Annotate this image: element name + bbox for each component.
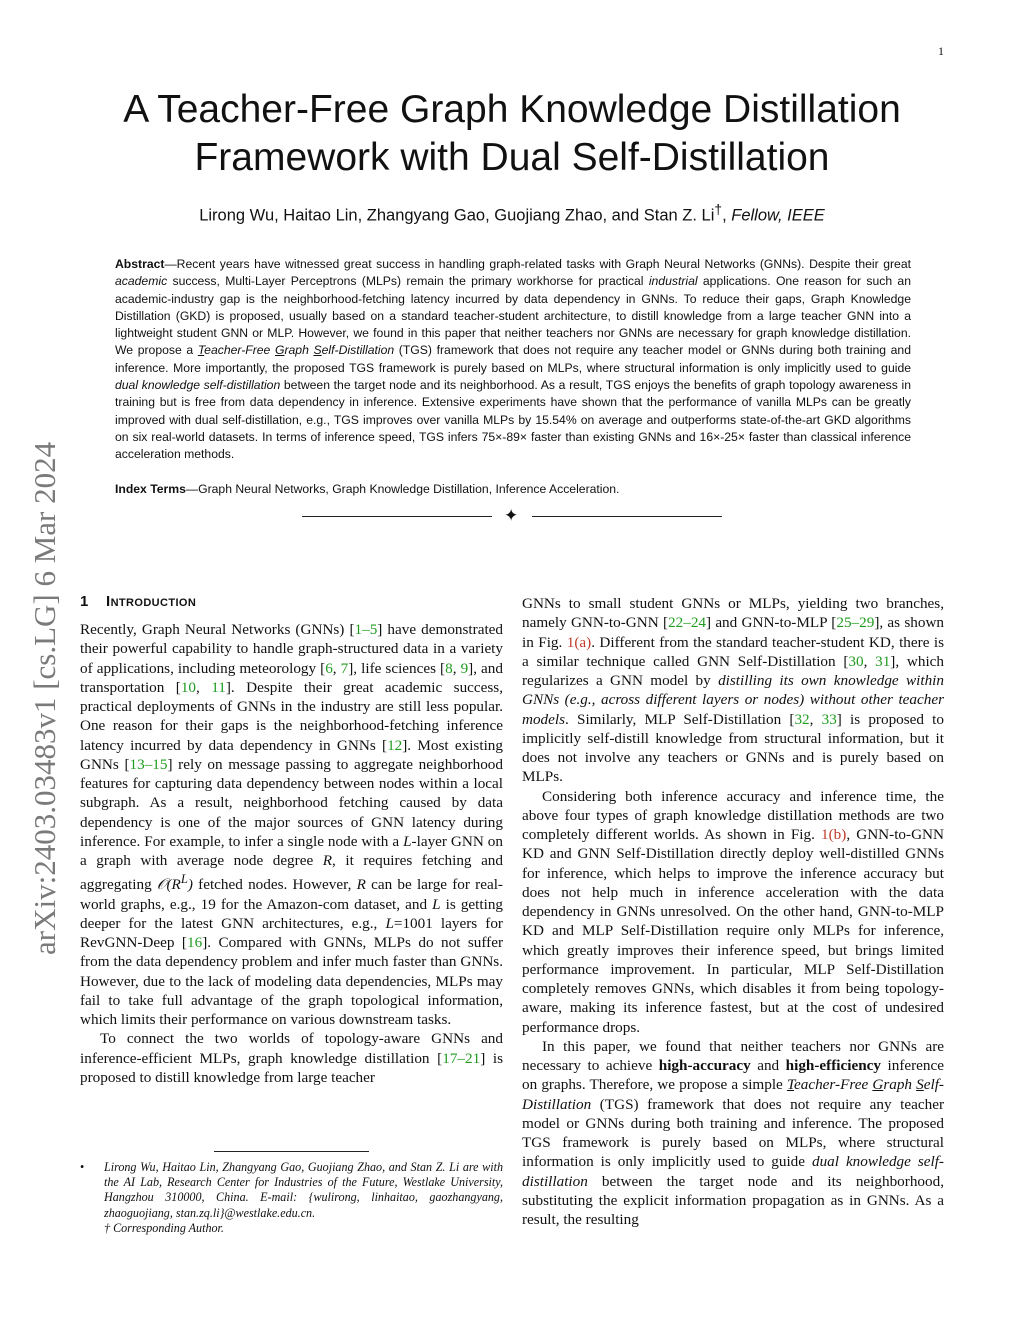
footnote-bullet: •: [80, 1160, 85, 1174]
index-terms-text: —Graph Neural Networks, Graph Knowledge Distillation, Inference Acceleration.: [185, 482, 620, 496]
text: ,: [863, 652, 876, 670]
citation-link[interactable]: 31: [875, 652, 891, 670]
abstract-label: Abstract: [115, 257, 165, 271]
text: GNNs to small student GNNs or MLPs, yielding two branches, namely GNN-to-GNN [: [522, 595, 944, 632]
citation-link[interactable]: 22–24: [668, 614, 706, 632]
math-variable: R: [322, 852, 333, 869]
emphasis-text: distilling its own knowledge within GNNs (e.g., across different layers or nodes) without other teacher models: [522, 672, 944, 728]
divider-rule-left: [302, 516, 492, 517]
abstract-text: (TGS) framework that does not require any teacher model or GNNs during both training and inference. More importantly, the proposed TGS framework is purely based on MLPs, where structural information is only implicitly used to guide: [115, 343, 911, 375]
tgs-word: raph: [883, 1076, 917, 1094]
citation-link[interactable]: 33: [821, 710, 837, 728]
abstract-text: —Recent years have witnessed great success in handling graph-related tasks with Graph Neural Networks (GNNs). Despite their great: [164, 257, 911, 271]
footnote-rule: [214, 1151, 369, 1152]
citation-link[interactable]: 32: [794, 710, 810, 728]
text: ,: [809, 710, 822, 728]
citation-link[interactable]: 7: [340, 659, 349, 677]
emphasis-text: dual knowledge self-distillation: [522, 1153, 944, 1190]
text: In this paper, we found that neither teachers nor GNNs are necessary to achieve: [522, 1037, 944, 1074]
text: To connect the two worlds of topology-aware GNNs and inference-efficient MLPs, graph knowledge distillation [: [80, 1030, 503, 1067]
text: ] is proposed to implicitly self-distill knowledge from structural information, but it does not involve any teachers or GNNs and is purely based on MLPs.: [522, 710, 944, 786]
author-names: Lirong Wu, Haitao Lin, Zhangyang Gao, Guojiang Zhao, and Stan Z. Li: [199, 206, 715, 225]
citation-link[interactable]: 25–29: [836, 614, 875, 632]
tgs-name: [198, 343, 394, 357]
text: , GNN-to-GNN KD and GNN Self-Distillation directly deploy well-distilled GNNs for inference, which helps to improve the inference accuracy but does not help much in inference acceleration with the data dependency in GNNs unresolved. On the other hand, GNN-to-MLP KD and MLP Self-Distillation require only MLPs for inference, which greatly improves their inference speed, but brings limited performance improvement. In particular, MLP Self-Distillation completely removes GNNs, which disables it from being topology-aware, making its inference fastest, but at the cost of undesired performance drops.: [522, 826, 944, 1036]
text: =1001 layers for RevGNN-Deep [: [80, 914, 503, 952]
tgs-word: elf-Distillation: [522, 1076, 944, 1113]
text: ,: [452, 659, 461, 677]
text: ] is proposed to distill knowledge from large teacher: [80, 1049, 504, 1086]
section-number: 1: [80, 593, 89, 610]
footnote-body: [104, 1160, 503, 1236]
text: ]. Compared with GNNs, MLPs do not suffer from the data dependency problem and infer much faster than GNNs. However, due to the lack of modeling data dependencies, MLPs may fail to take full advantage of the graph topological information, which limits their performance on various downstream tasks.: [80, 934, 504, 1029]
figure-reference-link[interactable]: 1(b): [821, 826, 847, 843]
math-part: ): [187, 876, 193, 894]
abstract-emphasis: academic: [115, 274, 168, 289]
bold-text: high-accuracy: [658, 1057, 751, 1074]
citation-link[interactable]: 16: [187, 934, 203, 952]
footnote-affiliation: Lirong Wu, Haitao Lin, Zhangyang Gao, Guojiang Zhao, and Stan Z. Li are with the AI Lab, Research Center for Industries of the Future, Westlake University, Hangzhou 310000, China. E-mail: {wulirong, linhaitao, gaozhangyang, zhaoguojiang, stan.zq.li}@westlake.edu.cn.: [104, 1160, 503, 1220]
footnote-corresponding: † Corresponding Author.: [104, 1220, 224, 1235]
corresponding-author-mark: †: [714, 202, 723, 217]
tgs-initial: G: [872, 1076, 884, 1094]
text: and: [750, 1057, 786, 1074]
abstract: [115, 256, 911, 464]
citation-link[interactable]: 10: [180, 678, 197, 696]
citation-link[interactable]: 9: [460, 659, 469, 677]
paragraph: [80, 620, 503, 1029]
text: ], life sciences [: [348, 659, 446, 677]
text: ], which regularizes a GNN model by: [522, 652, 944, 689]
math-variable: L: [432, 895, 441, 913]
author-separator: ,: [722, 206, 732, 225]
text: inference on graphs. Therefore, we propose a simple: [522, 1057, 944, 1094]
tgs-word: eacher-Free: [204, 343, 275, 358]
footnote: [80, 1160, 503, 1236]
paragraph: [80, 1029, 503, 1087]
citation-link[interactable]: 13–15: [129, 755, 168, 773]
abstract-emphasis: dual knowledge self-distillation: [115, 378, 281, 393]
section-heading: [80, 593, 196, 610]
diamond-ornament-icon: ✦: [504, 506, 519, 525]
index-terms: [115, 482, 911, 496]
arxiv-identifier-stamp[interactable]: arXiv:2403.03483v1 [cs.LG] 6 Mar 2024: [27, 441, 62, 955]
text: Recently, Graph Neural Networks (GNNs) [: [80, 621, 355, 638]
text: ,: [196, 678, 212, 696]
text: ] and GNN-to-MLP [: [706, 614, 837, 632]
citation-link[interactable]: 12: [387, 736, 403, 754]
text: (TGS) framework that does not require any teacher model or GNNs during both training and inference. The proposed TGS framework is purely based on MLPs, where structural information is only implicitly used to guide: [522, 1095, 944, 1171]
abstract-text: applications. One reason for such an academic-industry gap is the neighborhood-fetching latency incurred by data dependency in GNNs. To reduce their gaps, Graph Knowledge Distillation (GKD) is proposed, usually based on a standard teacher-student architecture, to distill knowledge from a large teacher GNN into a lightweight student GNN or MLP. However, we found in this paper that neither teachers nor GNNs are necessary for graph knowledge distillation. We propose a: [115, 274, 911, 358]
left-column: [80, 620, 503, 1087]
tgs-word: raph: [284, 343, 314, 358]
figure-reference-link[interactable]: 1(a): [566, 633, 592, 651]
math-superscript: L: [180, 872, 188, 887]
text: , it requires fetching and aggregating: [80, 852, 503, 894]
math-variable: L: [385, 914, 394, 932]
tgs-initial: S: [313, 343, 322, 358]
text: . Similarly, MLP Self-Distillation [: [565, 710, 795, 728]
tgs-initial: S: [916, 1076, 924, 1094]
text: fetched nodes. However,: [192, 876, 357, 894]
text: ] rely on message passing to aggregate neighborhood features for capturing data dependency between nodes within a local subgraph. As a result, neighborhood fetching caused by data dependency is one of the major sources of GNN latency during inference. For example, to infer a single node with a: [80, 755, 503, 850]
paper-title: A Teacher-Free Graph Knowledge Distillation Framework with Dual Self-Distillation: [123, 88, 901, 179]
text: ], and transportation [: [80, 659, 503, 696]
citation-link[interactable]: 17–21: [442, 1049, 481, 1067]
text: ], as shown in Fig.: [522, 614, 945, 651]
tgs-word: eacher-Free: [794, 1076, 873, 1094]
tgs-initial: G: [274, 343, 285, 358]
tgs-word: elf-Distillation: [321, 343, 395, 358]
text: ] have demonstrated their powerful capability to handle graph-structured data in a variety of applications, including meteorology [: [80, 621, 504, 677]
paragraph: [522, 1037, 944, 1230]
text: ,: [332, 659, 341, 677]
text: between the target node and its neighborhood, substituting the explicit information propagation as in GNNs. As a result, the resulting: [522, 1172, 944, 1228]
abstract-text: success, Multi-Layer Perceptrons (MLPs) remain the primary workhorse for practical: [167, 274, 649, 289]
author-list: [80, 202, 944, 226]
tgs-initial: T: [197, 343, 205, 358]
text: -layer GNN on a graph with average node degree: [80, 832, 503, 869]
citation-link[interactable]: 30: [848, 652, 864, 670]
author-fellow-title: Fellow, IEEE: [731, 206, 825, 225]
section-divider: [302, 507, 722, 527]
abstract-emphasis: industrial: [648, 274, 698, 289]
divider-rule-right: [532, 516, 722, 517]
citation-link[interactable]: 1–5: [354, 621, 378, 638]
citation-link[interactable]: 6: [325, 659, 333, 677]
tgs-initial: T: [786, 1076, 794, 1094]
math-part: 𝒪(R: [156, 876, 181, 894]
text: Considering both inference accuracy and inference time, the above four types of graph knowledge distillation methods are two completely different worlds. As shown in Fig.: [522, 787, 944, 843]
text: ]. Despite their great academic success, practical deployments of GNNs in the industry are still less popular. One reason for their gaps is the neighborhood-fetching inference latency incurred by data dependency in GNNs [: [80, 678, 504, 754]
paragraph: [522, 594, 944, 787]
citation-link[interactable]: 11: [211, 678, 226, 696]
section-title: Introduction: [106, 593, 197, 610]
right-column: [522, 594, 944, 1229]
math-expression: [156, 872, 193, 894]
text: is getting deeper for the latest GNN architectures, e.g.,: [80, 895, 504, 932]
text: can be large for real-world graphs, e.g., 19 for the Amazon-com dataset, and: [80, 876, 503, 913]
text: ]. Most existing GNNs [: [80, 736, 503, 773]
math-variable: L: [403, 832, 412, 850]
text: . Different from the standard teacher-student KD, there is a similar technique called GNN Self-Distillation [: [522, 633, 944, 670]
citation-link[interactable]: 8: [445, 659, 453, 677]
abstract-text: between the target node and its neighborhood. As a result, TGS enjoys the benefits of graph topology awareness in training but is free from data dependency in inference. Extensive experiments have shown that the performance of vanilla MLPs can be greatly improved with dual self-distillation, e.g., TGS improves over vanilla MLPs by 15.54% on average and outperforms state-of-the-art GKD algorithms on six real-world datasets. In terms of inference speed, TGS infers 75×-89× faster than existing GNNs and 16×-25× faster than classical inference acceleration methods.: [115, 378, 911, 462]
math-variable: R: [356, 876, 366, 894]
index-terms-label: Index Terms: [115, 482, 186, 496]
page-number: 1: [938, 44, 944, 58]
bold-text: high-efficiency: [785, 1057, 881, 1074]
paragraph: [522, 787, 944, 1037]
